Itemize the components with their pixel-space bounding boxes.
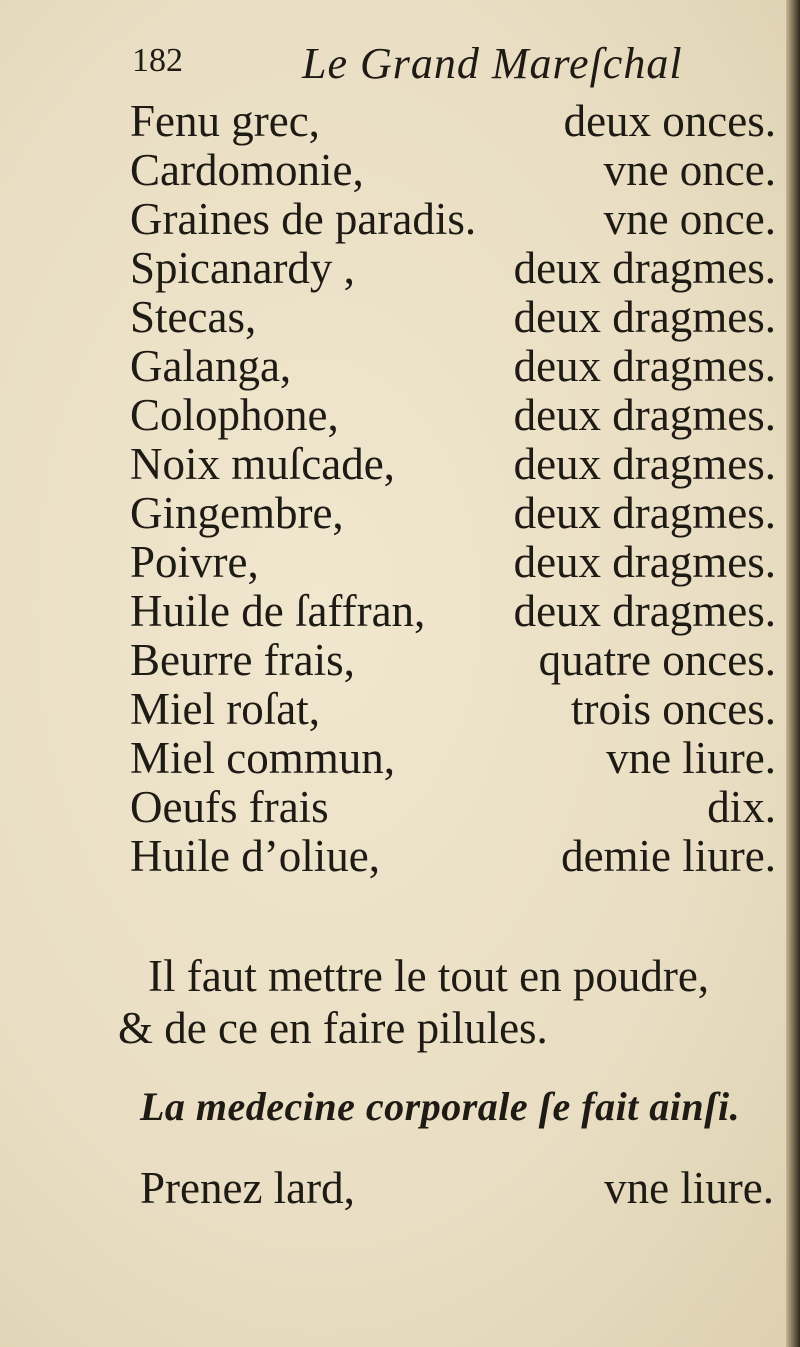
running-title: Le Grand Mareſchal (302, 39, 683, 88)
ingredient-row (118, 440, 776, 489)
ingredient-row (118, 587, 776, 636)
ingredient-row (118, 489, 776, 538)
ingredient-row (118, 195, 776, 244)
ingredient-name: Beurre frais, (130, 635, 355, 685)
ingredient-row (140, 1160, 774, 1216)
ingredient-row (118, 244, 776, 293)
ingredient-quantity: vne liure. (606, 733, 776, 783)
ingredient-name: Poivre, (130, 537, 259, 587)
ingredient-quantity: deux dragmes. (513, 243, 776, 293)
page-number: 182 (132, 42, 183, 79)
ingredient-name: Colophone, (130, 390, 339, 440)
ingredient-quantity: deux dragmes. (513, 488, 776, 538)
ingredient-name: Fenu grec, (130, 96, 320, 146)
ingredient-name: Huile d’oliue, (130, 831, 380, 881)
ingredient-quantity: quatre onces. (538, 635, 776, 685)
instruction-line: Il faut mettre le tout en poudre, (148, 951, 710, 1001)
ingredient-row (118, 685, 776, 734)
ingredient-quantity: vne once. (603, 194, 776, 244)
ingredient-quantity: deux dragmes. (513, 390, 776, 440)
ingredient-row (118, 146, 776, 195)
ingredient-name: Prenez lard, (140, 1163, 355, 1213)
ingredient-row (118, 342, 776, 391)
instruction-paragraph (118, 950, 778, 1054)
ingredient-row (118, 538, 776, 587)
ingredient-name: Miel roſat, (130, 684, 320, 734)
ingredient-row (118, 97, 776, 146)
ingredient-name: Stecas, (130, 292, 257, 342)
instruction-line: & de ce en faire pilules. (118, 1003, 548, 1053)
ingredient-row (118, 832, 776, 881)
ingredient-row (118, 783, 776, 832)
ingredient-quantity: dix. (707, 782, 776, 832)
ingredient-quantity: demie liure. (561, 831, 776, 881)
ingredient-name: Noix muſcade, (130, 439, 395, 489)
ingredient-quantity: deux dragmes. (513, 292, 776, 342)
ingredient-quantity: vne liure. (604, 1163, 774, 1213)
ingredient-quantity: deux dragmes. (513, 341, 776, 391)
section-heading: La medecine corporale ſe fait ainſi. (140, 1084, 741, 1129)
ingredient-name: Cardomonie, (130, 145, 364, 195)
ingredient-row (118, 734, 776, 783)
ingredient-quantity: deux dragmes. (513, 439, 776, 489)
ingredient-name: Huile de ſaffran, (130, 586, 426, 636)
ingredient-name: Oeufs frais (130, 782, 329, 832)
ingredient-list (118, 97, 776, 881)
ingredient-row (118, 293, 776, 342)
ingredient-name: Gingembre, (130, 488, 344, 538)
ingredient-row (118, 636, 776, 685)
ingredient-name: Spicanardy , (130, 243, 355, 293)
ingredient-quantity: deux dragmes. (513, 586, 776, 636)
page-gutter (786, 0, 800, 1347)
ingredient-name: Graines de paradis. (130, 194, 477, 244)
ingredient-quantity: trois onces. (571, 684, 776, 734)
page-header (132, 39, 692, 92)
ingredient-quantity: vne once. (603, 145, 776, 195)
ingredient-row (118, 391, 776, 440)
ingredient-name: Miel commun, (130, 733, 395, 783)
ingredient-quantity: deux onces. (563, 96, 776, 146)
ingredient-quantity: deux dragmes. (513, 537, 776, 587)
ingredient-name: Galanga, (130, 341, 292, 391)
